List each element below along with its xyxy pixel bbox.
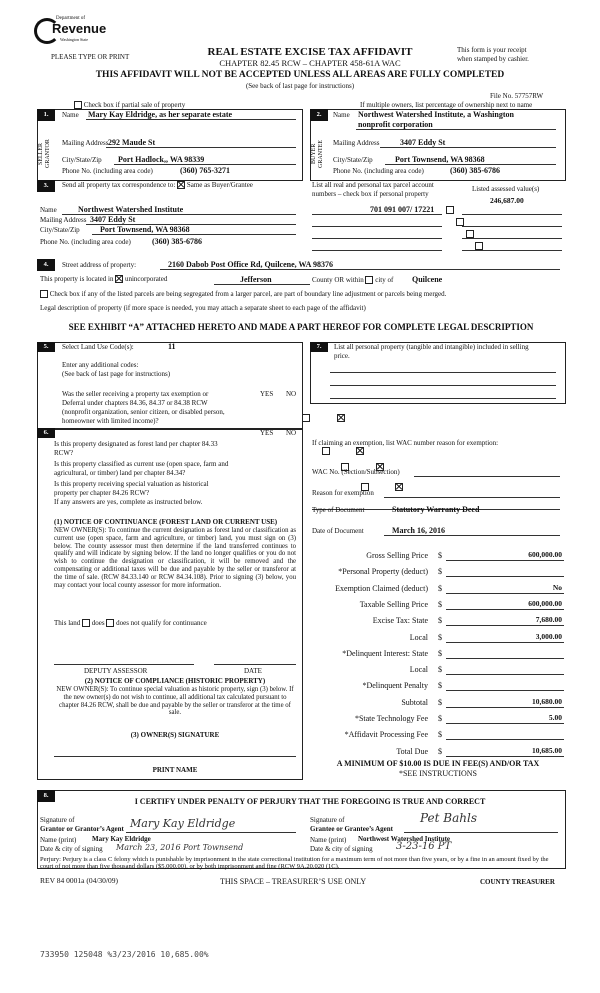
same-as-buyer-checkbox[interactable] [177,181,185,189]
corr-phone[interactable]: (360) 385-6786 [152,237,202,246]
county-or-label: County OR [312,276,345,284]
corr-name-label: Name [40,206,57,214]
buyer-mail[interactable]: 3407 Eddy St [400,138,446,147]
corr-num: 3. [37,180,55,192]
grantee-signature[interactable]: Pet Bahls [420,811,477,825]
calc-label: *Delinquent Interest: State [342,649,428,658]
s5-num: 5. [37,342,55,352]
land-use-label: Select Land Use Code(s): [62,343,134,351]
buyer-city-label: City/State/Zip [333,156,373,164]
does-not-checkbox[interactable] [106,619,114,627]
dollar-sign: $ [438,747,442,756]
calc-underline [446,642,564,643]
s6-yes-header: YES [260,429,274,437]
calc-value[interactable]: 600,000.00 [528,550,562,559]
calc-label: *Delinquent Penalty [362,681,428,690]
calc-underline [446,576,564,577]
calc-underline [446,690,564,691]
calc-underline [446,560,564,561]
parcel-checkbox-1[interactable] [446,206,454,214]
logo-top-text: Department of [56,16,86,21]
qualify-label: qualify for continuance [141,619,207,627]
s5-yes-checkbox[interactable] [302,414,310,422]
s5-no-header: NO [286,390,297,398]
calc-label: Gross Selling Price [366,551,428,560]
see-back-note: (See back of last page for instructions) [245,82,355,90]
grantor-sig-label-2: Grantor or Grantor’s Agent [40,825,124,833]
deputy-assessor-label: DEPUTY ASSESSOR [84,667,148,675]
dollar-sign: $ [438,714,442,723]
grantor-date-city[interactable]: March 23, 2016 Port Townsend [116,843,244,852]
seller-city-label: City/State/Zip [62,156,102,164]
buyer-name-label: Name [333,111,350,119]
dollar-sign: $ [438,616,442,625]
dollar-sign: $ [438,633,442,642]
assessor-date-label: DATE [244,667,262,675]
please-type: PLEASE TYPE OR PRINT [51,53,130,61]
parcel-checkbox-2[interactable] [456,218,464,226]
calc-underline [446,707,564,708]
s5-q1-line4: homeowner with limited income)? [62,417,159,425]
parcel-checkbox-4[interactable] [475,242,483,250]
s6-q3-line1: Is this property receiving special valuation as historical [54,480,209,488]
seller-mail[interactable]: 292 Maude St [108,138,156,147]
historic-no-checkbox[interactable] [395,483,403,491]
corr-phone-label: Phone No. (including area code) [40,238,131,246]
grantor-name-label: Name (print) [40,836,77,844]
dollar-sign: $ [438,681,442,690]
seller-mail-label: Mailing Address [62,139,109,147]
parcel-checkbox-3[interactable] [466,230,474,238]
calc-label: Total Due [396,747,428,756]
doc-date-value[interactable]: March 16, 2016 [392,526,445,535]
grantee-date-label: Date & city of signing [310,845,373,853]
city-name[interactable]: Quilcene [412,275,443,284]
grantor-print-name[interactable]: Mary Kay Eldridge [92,835,151,843]
s5-yes-header: YES [260,390,274,398]
parcel-list-label-1: List all real and personal tax parcel account [312,181,434,189]
s5-q1-line2: Deferral under chapters 84.36, 84.37 or 84.38 RCW [62,399,208,407]
does-not-label: does not [116,619,140,627]
segregated-row [40,290,560,298]
exhibit-a-note: SEE EXHIBIT “A” ATTACHED HERETO AND MADE A PART HEREOF FOR COMPLETE LEGAL DESCRIPTION [68,322,534,332]
s6-no-header: NO [286,429,297,437]
file-number: File No. 57757RW [490,92,544,100]
s5-q1-line1: Was the seller receiving a property tax exemption or [62,390,209,398]
logo-main-text: Revenue [52,21,107,36]
personal-property-label-2: price. [334,352,350,360]
calc-underline [446,609,564,610]
exemption-claim-label: If claiming an exemption, list WAC number reason for exemption: [312,439,499,447]
form-subtitle: CHAPTER 82.45 RCW – CHAPTER 458-61A WAC [219,58,401,68]
calc-label: *Affidavit Processing Fee [344,730,428,739]
notice-continuance-text: NEW OWNER(S): To continue the current designation as forest land or classification as current use (open space, farm and agriculture, or timber) land, you must sign on (3) below. The county assessor must then determine if the land transferred continues to qualify and will indicate by signing below. If the land no longer qualifies or you do not wish to continue the designation or classification, it will be removed and the compensating or additional taxes will be due and payable by the seller or transferor at the time of sale. (RCW 84.33.140 or RCW 84.34.108). Prior to signing (3) below, you may contact your local county assessor for more information. [54,527,296,589]
seller-city[interactable]: Port Hadlock,, WA 98339 [118,155,205,164]
dor-logo [34,14,107,48]
dollar-sign: $ [438,665,442,674]
owner-signature-label: (3) OWNER(S) SIGNATURE [130,731,220,739]
buyer-name-1[interactable]: Northwest Watershed Institute, a Washington [358,110,514,119]
calc-value[interactable]: 600,000.00 [528,599,562,608]
corr-mail-label: Mailing Address [40,216,87,224]
calc-label: Local [409,633,428,642]
city-of-label: city of [375,276,394,284]
s6-q1-line2: RCW? [54,449,74,457]
notice-compliance-text: NEW OWNER(S): To continue special valuation as historic property, sign (3) below. If the new owner(s) do not wish to continue, all additional tax calculated pursuant to chapter 84.26 RCW, shall be due and payable by the seller or transferor at the time of sale. [56,686,294,717]
partial-sale-label: Check box if partial sale of property [83,101,186,109]
seller-side-label: SELLER GRANTOR [38,139,51,169]
grantor-signature[interactable]: Mary Kay Eldridge [130,817,236,830]
s6-num: 6. [37,428,55,438]
treasurer-stamp: 733950 125048 %3/23/2016 10,685.00% [40,950,209,959]
treasurer-use-note: THIS SPACE – TREASURER’S USE ONLY [220,877,367,886]
see-instructions-note: *SEE INSTRUCTIONS [398,769,477,778]
continuance-row [54,619,207,627]
calc-label: Local [409,665,428,674]
street-label: Street address of property: [62,261,137,269]
grantee-date-city[interactable]: 3-23-16 PT [396,841,452,852]
corr-label: Send all property tax correspondence to: [62,181,176,189]
forest-yes-checkbox[interactable] [322,447,330,455]
seller-phone[interactable]: (360) 765-3271 [180,166,230,175]
buyer-mail-label: Mailing Address [333,139,380,147]
seller-num: 1. [37,109,55,121]
revision-number: REV 84 0001a (04/30/09) [40,876,118,885]
s6-q1-line1: Is this property designated as forest land per chapter 84.33 [54,440,218,448]
unincorporated-label: unincorporated [124,275,168,283]
certify-statement: I CERTIFY UNDER PENALTY OF PERJURY THAT THE FOREGOING IS TRUE AND CORRECT [134,797,486,806]
corr-name[interactable]: Northwest Watershed Institute [78,205,184,214]
form-title: REAL ESTATE EXCISE TAX AFFIDAVIT [207,46,413,58]
reason-label: Reason for exemption [312,489,374,497]
s5-q1-line3: (nonprofit organization, senior citizen, or disabled person, [62,408,225,416]
minimum-note: A MINIMUM OF $10.00 IS DUE IN FEE(S) AND/OR TAX [336,759,540,768]
calc-underline [446,756,564,757]
seller-name-label: Name [62,111,79,119]
corr-city-label: City/State/Zip [40,226,80,234]
within-label: within [345,276,364,284]
dollar-sign: $ [438,567,442,576]
location-row [40,275,167,283]
s5-no-checkbox[interactable] [337,414,345,422]
notice-continuance-title: (1) NOTICE OF CONTINUANCE (FOREST LAND OR CURRENT USE) [54,518,278,526]
buyer-side-label: BUYER GRANTEE [311,140,324,168]
buyer-phone[interactable]: (360) 385-6786 [450,166,500,175]
multiple-owners-note: If multiple owners, list percentage of ownership next to name [360,101,533,109]
perjury-notice: Perjury: Perjury is a class C felony which is punishable by imprisonment in the state correctional institution for a maximum term of not more than five years, or by a fine in an amount fixed by the court of not more than five thousand dollars ($5,000.00), or by both imprisonment and fine (RCW 9A.20.020 (1C). [40,856,549,871]
dollar-sign: $ [438,551,442,560]
seller-phone-label: Phone No. (including area code) [62,167,153,175]
grantor-date-label: Date & city of signing [40,845,103,853]
wac-label: WAC No. (Section/Subsection) [312,468,400,476]
corr-mail[interactable]: 3407 Eddy St [90,215,136,224]
dollar-sign: $ [438,698,442,707]
dollar-sign: $ [438,730,442,739]
dollar-sign: $ [438,649,442,658]
additional-codes-label: Enter any additional codes: [62,361,139,369]
buyer-num: 2. [310,109,328,121]
calc-underline [446,723,564,724]
logo-sub-text: Washington State [60,37,89,42]
calc-value[interactable]: 3,000.00 [535,632,562,641]
land-use-code[interactable]: 11 [168,342,176,351]
county-treasurer-label: COUNTY TREASURER [480,878,555,886]
calc-label: Exemption Claimed (deduct) [335,584,428,593]
parcel-number[interactable]: 701 091 007/ 17221 [370,205,435,214]
s8-num: 8. [37,790,55,802]
grantee-sig-label-2: Grantee or Grantee’s Agent [310,825,394,833]
street-address[interactable]: 2160 Dabob Post Office Rd, Quilcene, WA 98376 [168,260,333,269]
doc-date-label: Date of Document [312,527,364,535]
city-row [312,276,393,284]
receipt-note-1: This form is your receipt [457,46,527,54]
calc-underline [446,593,564,594]
located-label: This property is located in [40,275,114,283]
does-checkbox[interactable] [82,619,90,627]
calc-label: Subtotal [401,698,428,707]
calc-value[interactable]: 10,680.00 [532,697,562,706]
grantee-name-label: Name (print) [310,836,347,844]
s6-q2-line2: agricultural, or timber) land per chapter 84.34? [54,469,186,477]
calc-label: *Personal Property (deduct) [338,567,428,576]
seller-name[interactable]: Mary Kay Eldridge, as her separate estate [88,110,233,119]
unincorporated-checkbox[interactable] [115,275,123,283]
calc-underline [446,739,564,740]
assessed-value[interactable]: 246,687.00 [490,196,524,205]
additional-codes-see: (See back of last page for instructions) [62,370,171,378]
dollar-sign: $ [438,600,442,609]
buyer-name-2[interactable]: nonprofit corporation [358,120,433,129]
notice-compliance-title: (2) NOTICE OF COMPLIANCE (HISTORIC PROPERTY) [84,677,266,685]
legal-description-label: Legal description of property (if more space is needed, you may attach a separate sheet to each page of the affidavit) [40,304,366,312]
calc-value[interactable]: No [552,583,562,592]
assessed-label: Listed assessed value(s) [472,185,540,193]
grantee-print-name[interactable]: Northwest Watershed Institute [358,835,451,843]
same-as-buyer-label: Same as Buyer/Grantee [186,181,253,189]
print-name-label: PRINT NAME [152,766,198,774]
county-name[interactable]: Jefferson [240,275,272,284]
segregated-label: Check box if any of the listed parcels are being segregated from a larger parcel, are part of boundary line adjustment or parcels being merged. [49,290,447,298]
s6-q3-line2: property per chapter 84.26 RCW? [54,489,150,497]
receipt-note-2: when stamped by cashier. [457,55,529,63]
parcel-list-label-2: numbers – check box if personal property [312,190,429,198]
calc-label: Excise Tax: State [372,616,428,625]
does-label: does [91,619,105,627]
calc-underline [446,674,564,675]
calc-value[interactable]: 10,685.00 [532,746,562,755]
grantee-sig-label-1: Signature of [310,816,345,824]
forest-no-checkbox[interactable] [356,447,364,455]
segregated-checkbox[interactable] [40,290,48,298]
grantor-sig-label-1: Signature of [40,816,75,824]
calc-label: Taxable Selling Price [359,600,428,609]
doc-type-label: Type of Document [312,506,365,514]
calc-label: *State Technology Fee [354,714,428,723]
calc-underline [446,658,564,659]
corr-city[interactable]: Port Townsend, WA 98368 [100,225,190,234]
doc-type-value[interactable]: Statutory Warranty Deed [392,505,480,514]
calc-underline [446,625,564,626]
s6-if-yes-note: If any answers are yes, complete as instructed below. [54,498,203,506]
personal-property-label-1: List all personal property (tangible and intangible) included in selling [334,343,529,351]
buyer-phone-label: Phone No. (including area code) [333,167,424,175]
calc-value[interactable]: 5.00 [548,713,562,722]
s7-num: 7. [310,342,328,352]
buyer-city[interactable]: Port Townsend, WA 98368 [395,155,485,164]
corr-label-row [62,181,253,189]
dollar-sign: $ [438,584,442,593]
s6-q2-line1: Is this property classified as current use (open space, farm and [54,460,229,468]
this-land-label: This land [54,619,81,627]
calc-value[interactable]: 7,680.00 [535,615,562,624]
city-checkbox[interactable] [365,276,373,284]
prop-num: 4. [37,259,55,271]
warning-banner: THIS AFFIDAVIT WILL NOT BE ACCEPTED UNLESS ALL AREAS ARE FULLY COMPLETED [95,70,505,80]
